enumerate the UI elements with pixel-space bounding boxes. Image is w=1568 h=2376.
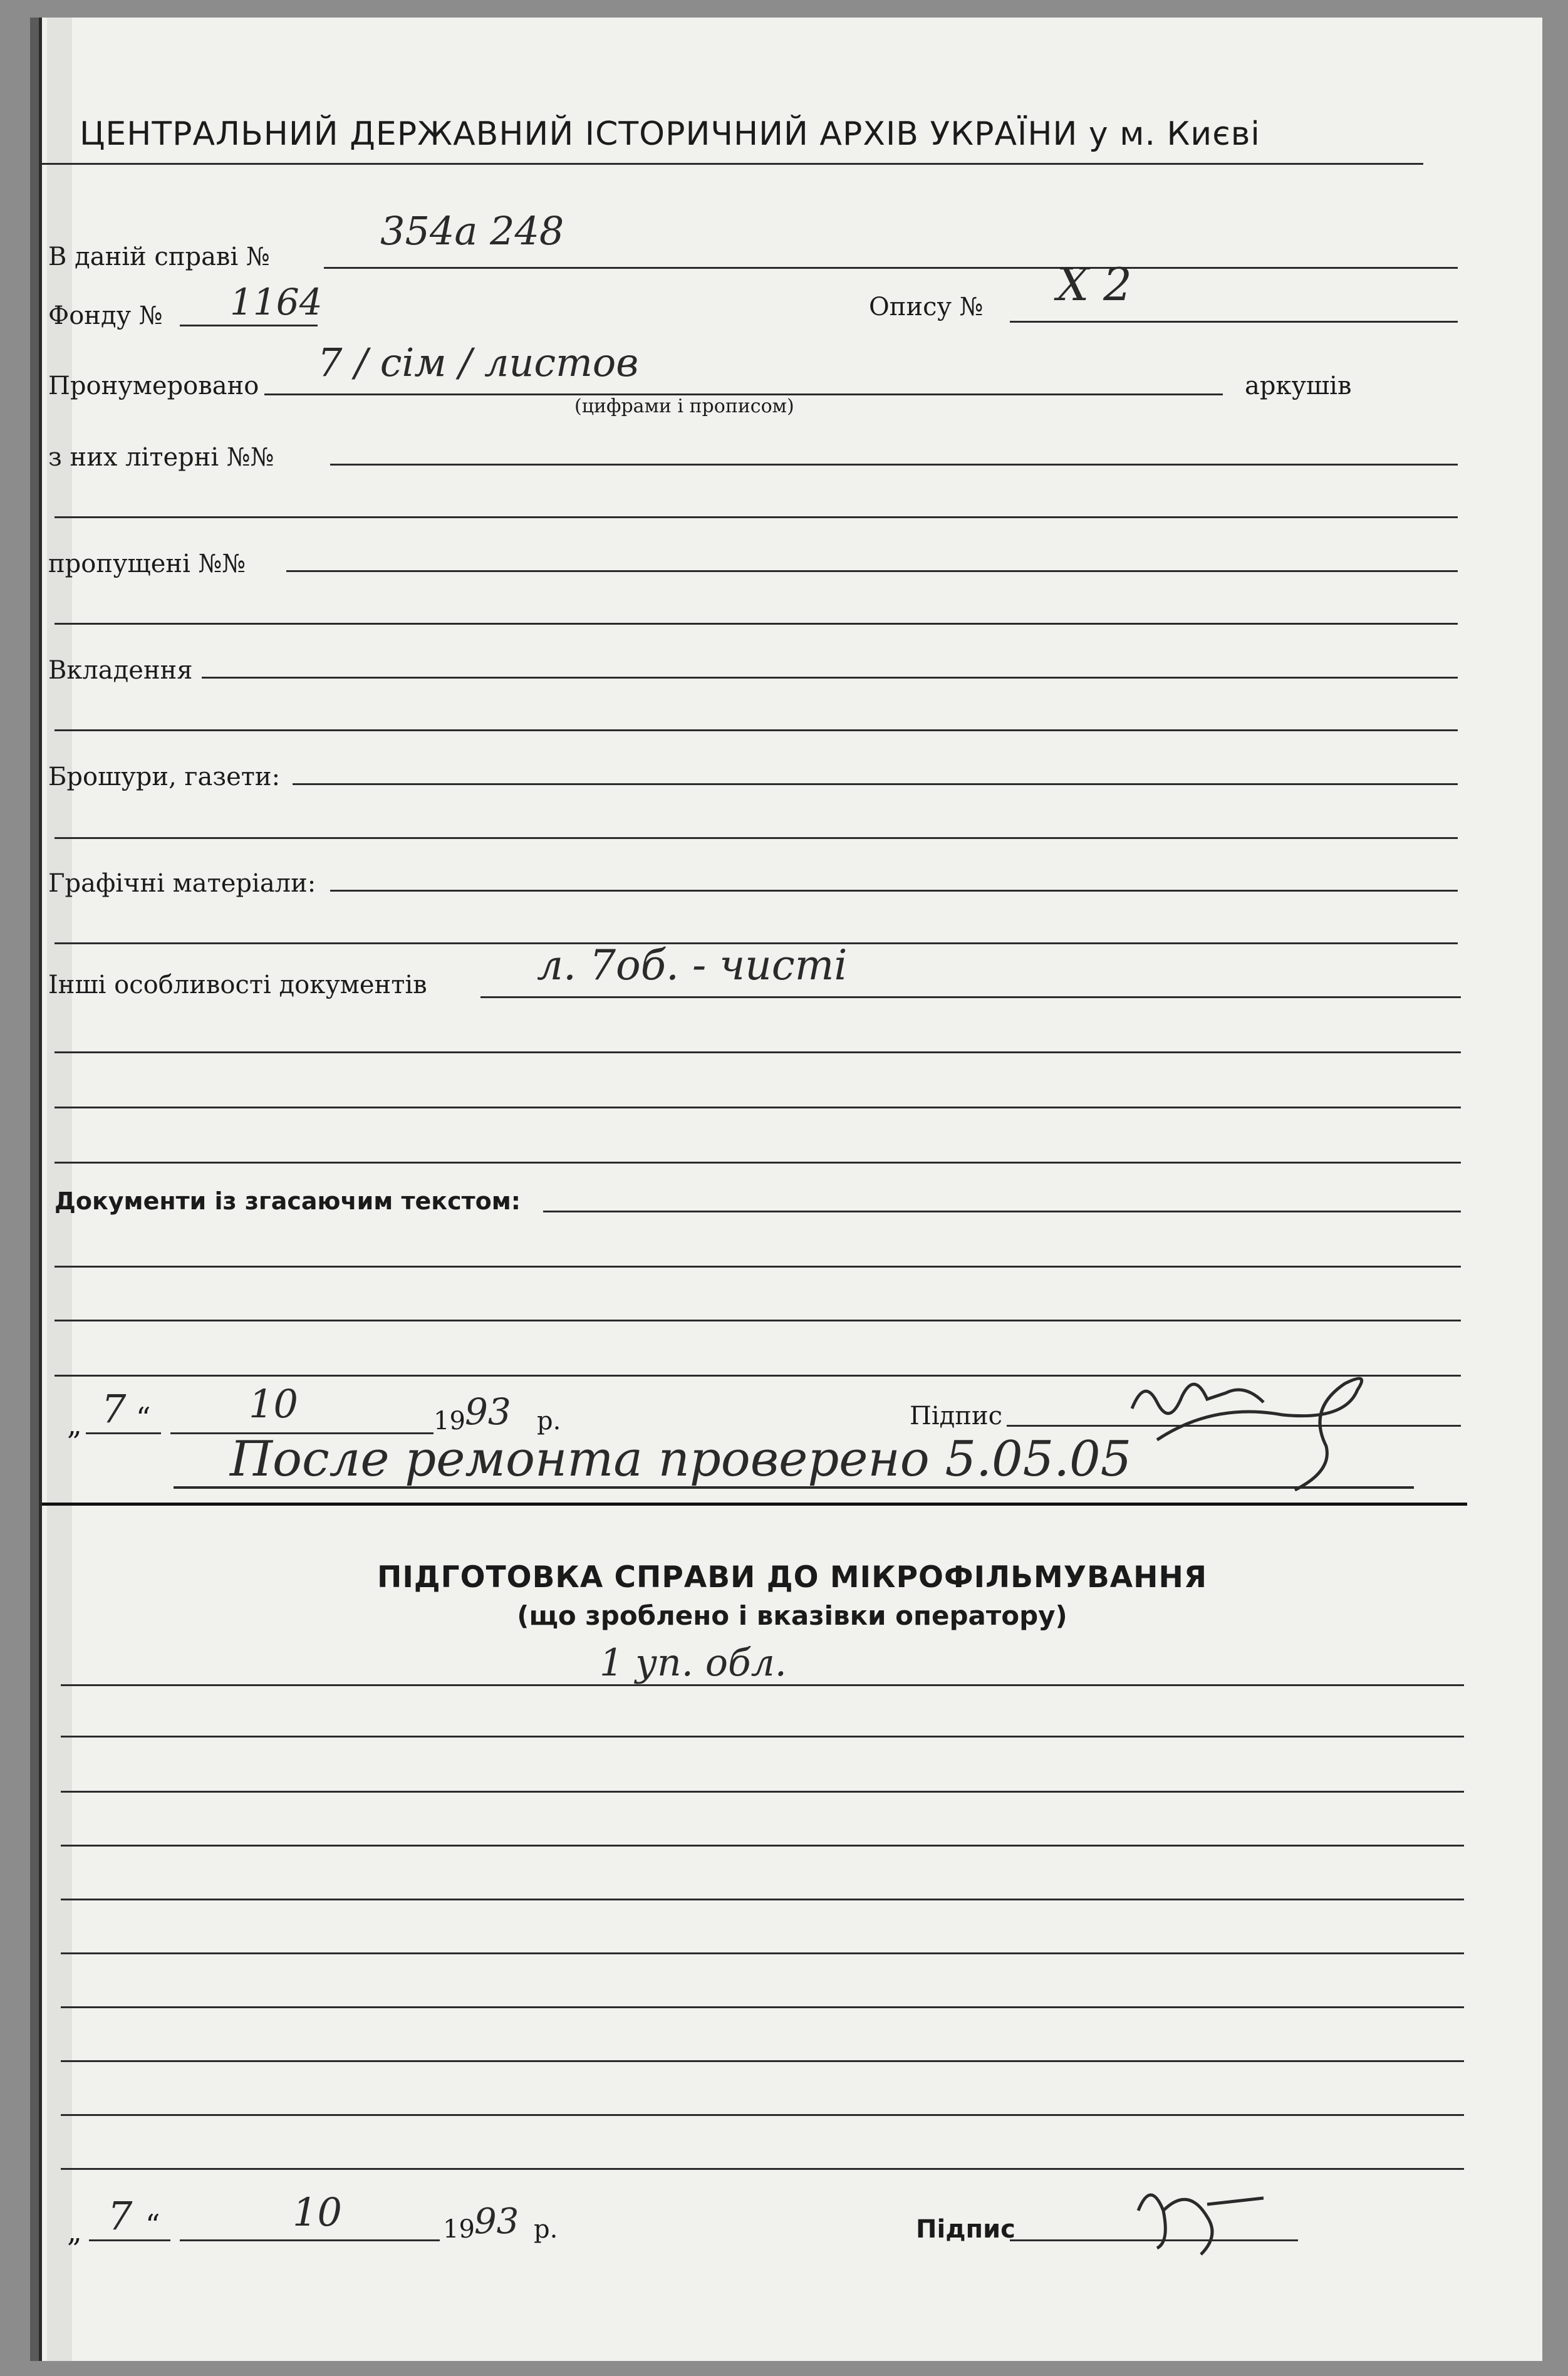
literal-numbers-label: з них літерні №№ bbox=[48, 443, 274, 472]
date1-signature-label: Підпис bbox=[910, 1402, 1003, 1430]
date2-month-line[interactable] bbox=[180, 2239, 440, 2241]
microfilm-line[interactable] bbox=[61, 1791, 1464, 1793]
date2-signature-label: Підпис bbox=[916, 2215, 1015, 2244]
blank-line[interactable] bbox=[55, 837, 1458, 839]
archive-title: ЦЕНТРАЛЬНИЙ ДЕРЖАВНИЙ ІСТОРИЧНИЙ АРХІВ УКРАЇНИ у м. Києві bbox=[80, 115, 1260, 153]
fond-number-handwritten: 1164 bbox=[230, 281, 323, 323]
opys-line[interactable] bbox=[1010, 321, 1458, 323]
blank-line[interactable] bbox=[55, 1320, 1461, 1321]
microfilm-line[interactable] bbox=[61, 1845, 1464, 1847]
date2-year-handwritten: 93 bbox=[474, 2201, 519, 2242]
date2-month-handwritten: 10 bbox=[293, 2189, 342, 2235]
microfilm-line[interactable] bbox=[61, 2114, 1464, 2116]
literal-numbers-line[interactable] bbox=[330, 464, 1458, 466]
date1-year-handwritten: 93 bbox=[465, 1390, 511, 1433]
microfilm-section-subtitle: (що зроблено і вказівки оператору) bbox=[517, 1600, 1067, 1631]
microfilm-line[interactable] bbox=[61, 2006, 1464, 2008]
date1-month-handwritten: 10 bbox=[249, 1381, 298, 1427]
header-rule bbox=[42, 163, 1423, 165]
other-features-line[interactable] bbox=[480, 996, 1461, 998]
other-features-handwritten: л. 7об. - чисті bbox=[537, 941, 848, 989]
microfilm-instruction-handwritten: 1 уп. обл. bbox=[600, 1641, 787, 1685]
date1-day-handwritten: 7 bbox=[101, 1386, 127, 1432]
date2-year-prefix: 19 bbox=[443, 2215, 475, 2244]
date2-close-quote: “ bbox=[145, 2208, 160, 2242]
date2-day-line[interactable] bbox=[89, 2239, 170, 2241]
faded-text-line[interactable] bbox=[543, 1211, 1461, 1212]
case-number-handwritten: 354а 248 bbox=[380, 208, 564, 254]
section-divider bbox=[42, 1503, 1467, 1506]
faded-text-label: Документи із згасаючим текстом: bbox=[55, 1187, 521, 1215]
case-number-line[interactable] bbox=[324, 267, 1458, 269]
after-repair-underline bbox=[174, 1486, 1414, 1489]
microfilm-line[interactable] bbox=[61, 2060, 1464, 2062]
other-features-label: Інші особливості документів bbox=[48, 971, 427, 999]
brochures-label: Брошури, газети: bbox=[48, 763, 281, 791]
date2-day-handwritten: 7 bbox=[108, 2193, 133, 2239]
signature-2-graphic bbox=[1119, 2173, 1282, 2273]
date2-year-suffix: р. bbox=[534, 2215, 558, 2244]
graphic-materials-label: Графічні матеріали: bbox=[48, 869, 316, 898]
date1-day-line[interactable] bbox=[86, 1432, 161, 1434]
microfilm-line[interactable] bbox=[61, 1684, 1464, 1686]
opys-number-handwritten: Х 2 bbox=[1057, 258, 1132, 311]
blank-line[interactable] bbox=[55, 516, 1458, 518]
archive-form-page bbox=[39, 18, 1542, 2361]
date1-year-suffix: р. bbox=[537, 1407, 561, 1436]
blank-line[interactable] bbox=[55, 1107, 1461, 1108]
microfilm-line[interactable] bbox=[61, 2168, 1464, 2170]
date1-close-quote: “ bbox=[136, 1401, 151, 1435]
blank-line[interactable] bbox=[55, 729, 1458, 731]
date1-open-quote: „ bbox=[67, 1407, 82, 1441]
opys-label: Опису № bbox=[869, 293, 984, 321]
signature-1-graphic bbox=[1119, 1365, 1383, 1490]
brochures-line[interactable] bbox=[293, 783, 1458, 785]
case-number-label: В даній справі № bbox=[48, 242, 270, 271]
blank-line[interactable] bbox=[55, 1051, 1461, 1053]
microfilm-line[interactable] bbox=[61, 1952, 1464, 1954]
numbered-handwritten: 7 / сім / листов bbox=[318, 340, 639, 385]
after-repair-handwritten: После ремонта проверено 5.05.05 bbox=[230, 1431, 1132, 1488]
numbered-label: Пронумеровано bbox=[48, 372, 259, 400]
microfilm-line[interactable] bbox=[61, 1899, 1464, 1900]
microfilm-section-title: ПІДГОТОВКА СПРАВИ ДО МІКРОФІЛЬМУВАННЯ bbox=[376, 1560, 1208, 1595]
fond-label: Фонду № bbox=[48, 301, 163, 330]
graphic-materials-line[interactable] bbox=[330, 890, 1458, 892]
date2-open-quote: „ bbox=[67, 2214, 82, 2248]
blank-line[interactable] bbox=[55, 1162, 1461, 1164]
microfilm-line[interactable] bbox=[61, 1736, 1464, 1738]
date1-year-prefix: 19 bbox=[434, 1407, 465, 1436]
numbered-suffix: аркушів bbox=[1245, 372, 1352, 400]
inserts-label: Вкладення bbox=[48, 656, 193, 685]
numbered-subcaption: (цифрами і прописом) bbox=[574, 395, 794, 417]
missing-numbers-line[interactable] bbox=[286, 570, 1458, 572]
blank-line[interactable] bbox=[55, 1266, 1461, 1268]
inserts-line[interactable] bbox=[202, 677, 1458, 679]
fond-line[interactable] bbox=[180, 325, 318, 326]
blank-line[interactable] bbox=[55, 623, 1458, 625]
missing-numbers-label: пропущені №№ bbox=[48, 550, 246, 578]
